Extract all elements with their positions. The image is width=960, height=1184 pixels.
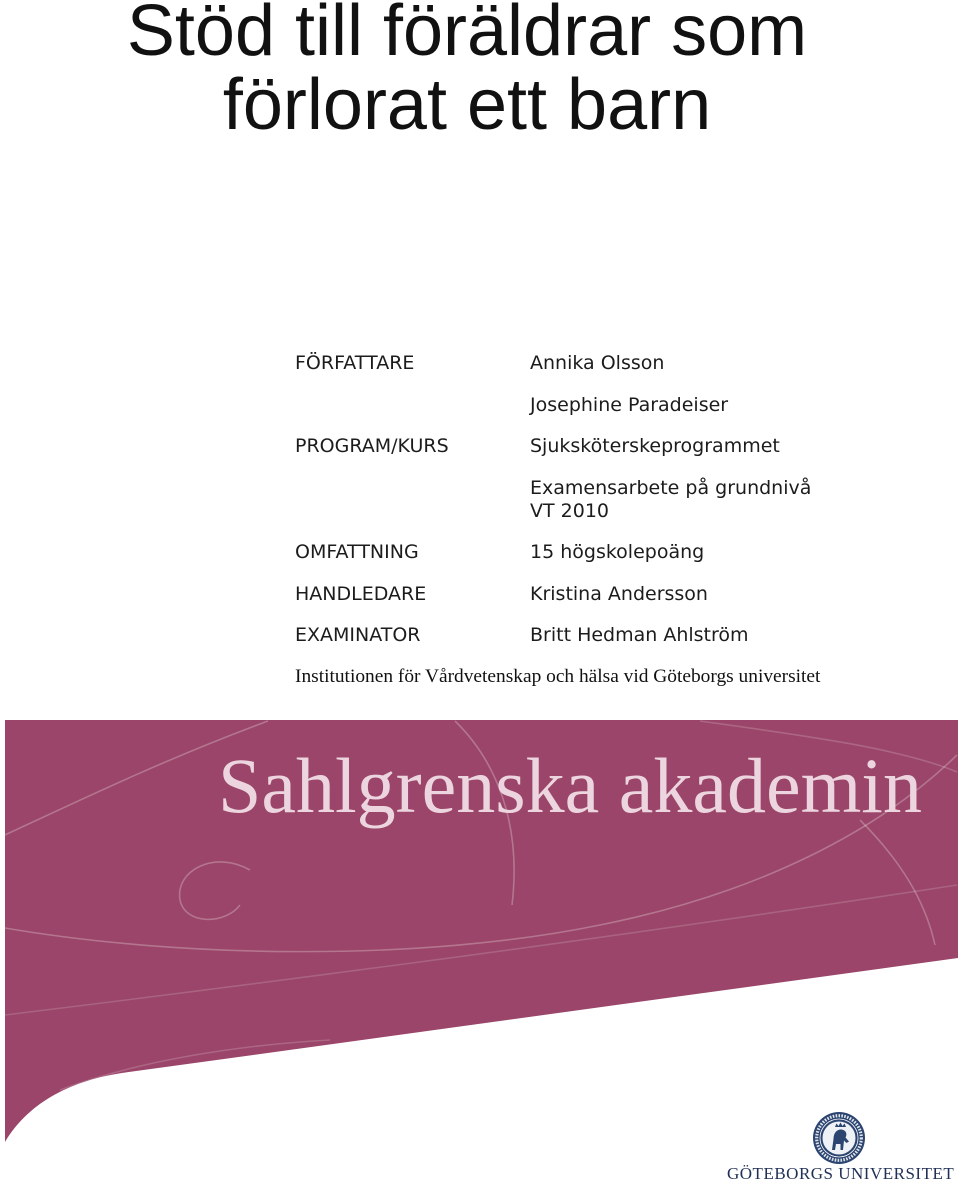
title-line-1: Stöd till föräldrar som — [126, 0, 808, 71]
supervisor-name: Kristina Andersson — [530, 583, 708, 605]
program-name: Sjuksköterskeprogrammet — [530, 435, 780, 457]
examiner-label: EXAMINATOR — [295, 624, 421, 646]
institution-line: Institutionen för Vårdvetenskap och hälsa vid Göteborgs universitet — [295, 666, 821, 687]
course-name: Examensarbete på grundnivå — [530, 477, 812, 499]
authors-label: FÖRFATTARE — [295, 352, 415, 374]
program-label: PROGRAM/KURS — [295, 435, 449, 457]
author-name: Annika Olsson — [530, 352, 665, 374]
university-seal-icon — [813, 1112, 865, 1164]
scope-label: OMFATTNING — [295, 541, 419, 563]
examiner-name: Britt Hedman Ahlström — [530, 624, 749, 646]
author-name: Josephine Paradeiser — [530, 394, 729, 416]
term: VT 2010 — [530, 500, 609, 522]
supervisor-label: HANDLEDARE — [295, 583, 427, 605]
academy-name: Sahlgrenska akademin — [218, 742, 922, 829]
title-line-2: förlorat ett barn — [222, 65, 712, 145]
university-wordmark: GÖTEBORGS UNIVERSITET — [727, 1164, 955, 1183]
scope-value: 15 högskolepoäng — [530, 541, 705, 563]
